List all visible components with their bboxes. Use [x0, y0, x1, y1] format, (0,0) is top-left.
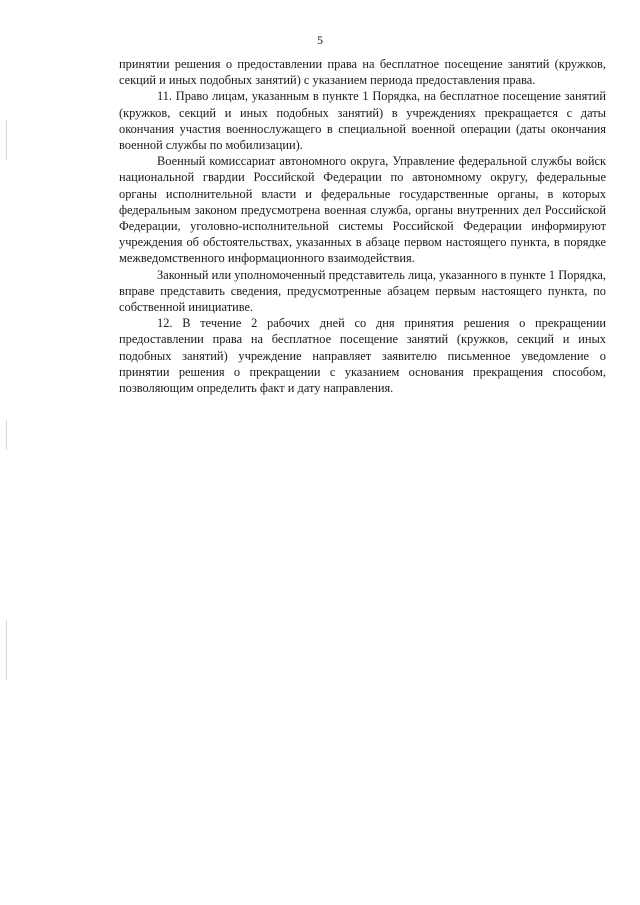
paragraph-item-11: 11. Право лицам, указанным в пункте 1 Порядка, на бесплатное посещение занятий (кружков, секций и иных подобных занятий) в учреждениях прекращается с даты окончания участия военнослужащего в специальной военной операции (даты окончания военной службы по мобилизации). — [119, 89, 606, 153]
paragraph-item-11-agencies: Военный комиссариат автономного округа, Управление федеральной службы войск национальной гвардии Российской Федерации по автономному округу, федеральные органы исполнительной власти и федеральные государственные органы, в которых федеральным законом предусмотрена военная служба, органы внутренних дел Российской Федерации, уголовно-исполнительной системы Российской Федерации информируют учреждения об обстоятельствах, указанных в абзаце первом настоящего пункта, в порядке межведомственного информационного взаимодействия. — [119, 154, 606, 266]
scan-edge-mark — [6, 420, 7, 450]
scan-edge-mark — [6, 120, 7, 160]
document-body — [119, 56, 606, 396]
paragraph-item-11-representative: Законный или уполномоченный представитель лица, указанного в пункте 1 Порядка, вправе представить сведения, предусмотренные абзацем первым настоящего пункта, по собственной инициативе. — [119, 267, 606, 315]
paragraph-item-12: 12. В течение 2 рабочих дней со дня принятия решения о прекращении предоставлении права на бесплатное посещение занятий (кружков, секций и иных подобных занятий) учреждение направляет заявителю письменное уведомление о принятии решения о прекращении с указанием основания прекращения способом, позволяющим определить факт и дату направления. — [119, 316, 606, 396]
scan-edge-mark — [6, 620, 7, 680]
paragraph-continuation: принятии решения о предоставлении права на бесплатное посещение занятий (кружков, секций и иных подобных занятий) с указанием периода предоставления права. — [119, 57, 606, 88]
page-number: 5 — [317, 33, 323, 47]
